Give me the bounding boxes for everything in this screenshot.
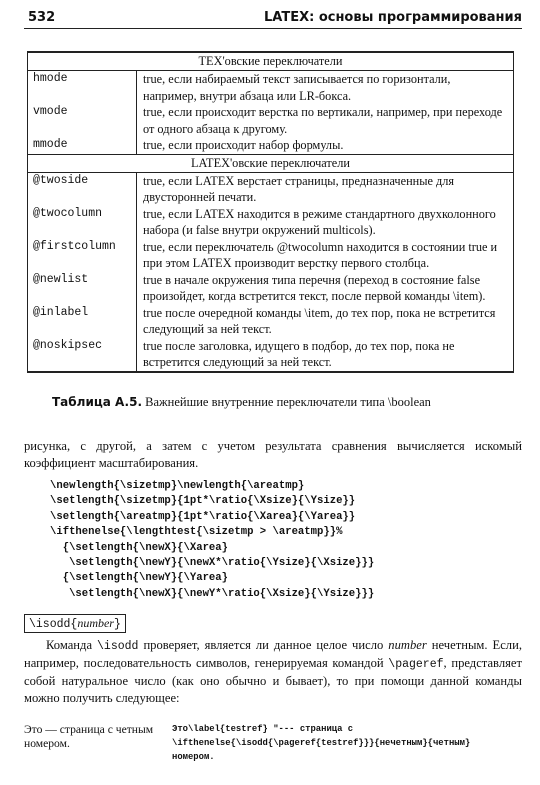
- command-name: \isodd{: [29, 618, 78, 631]
- switch-name: @twocolumn: [28, 206, 137, 239]
- switches-table: [27, 51, 514, 373]
- running-title: LATEX: основы программирования: [263, 10, 522, 25]
- switch-desc: true, если происходит верстка по вертикали, например, при переходе от одного абзаца к другому.: [137, 104, 514, 137]
- example-source: Это\label{testref} "--- страница с \ifthenelse{\isodd{\pageref{testref}}}{нечетным}{четным} номером.: [172, 724, 471, 762]
- switch-name: @inlabel: [28, 305, 137, 338]
- table-caption: [52, 395, 522, 410]
- table-section-header: LATEX'овские переключатели: [28, 154, 514, 172]
- switch-name: mmode: [28, 137, 137, 154]
- table-row: [28, 137, 514, 154]
- switch-name: @twoside: [28, 172, 137, 206]
- table-row: [28, 104, 514, 137]
- command-box: [24, 614, 126, 633]
- body-paragraph-isodd: Команда \isodd проверяет, является ли данное целое число number нечетным. Если, например, последовательность символов, генерируемая командой \pageref, представляет собой натуральное число (как оно обычно и бывает), то при помощи данной команды можно получить следующее:: [24, 638, 523, 705]
- table-row: [28, 305, 514, 338]
- inline-command: \pageref: [388, 658, 444, 671]
- switch-name: hmode: [28, 71, 137, 105]
- example-output: Это — страница с четным номером.: [24, 723, 154, 750]
- table-section-header: TEX'овские переключатели: [28, 52, 514, 71]
- switch-desc: true, если происходит набор формулы.: [137, 137, 514, 154]
- caption-text: Важнейшие внутренние переключатели типа \boolean: [145, 395, 431, 409]
- inline-argument: number: [388, 638, 427, 652]
- table-row: [28, 272, 514, 305]
- switch-desc: true в начале окружения типа перечня (переход в состояние false произойдет, когда встретится текст, после первой команды \item).: [137, 272, 514, 305]
- table-row: [28, 172, 514, 206]
- table-row: [28, 239, 514, 272]
- page-number: 532: [28, 10, 56, 25]
- switch-name: @noskipsec: [28, 338, 137, 372]
- switch-name: @firstcolumn: [28, 239, 137, 272]
- command-argument: number: [77, 616, 114, 630]
- inline-command: \isodd: [97, 640, 139, 653]
- switch-desc: true, если LATEX верстает страницы, предназначенные для двусторонней печати.: [137, 172, 514, 206]
- switch-name: vmode: [28, 104, 137, 137]
- switch-desc: true, если LATEX находится в режиме стандартного двухколонного набора (и false внутри окружений multicols).: [137, 206, 514, 239]
- table-row: [28, 338, 514, 372]
- switch-desc: true, если переключатель @twocolumn находится в состоянии true и при этом LATEX производит верстку первого столбца.: [137, 239, 514, 272]
- switch-name: @newlist: [28, 272, 137, 305]
- page-header: [24, 10, 522, 29]
- caption-label: Таблица A.5.: [52, 395, 143, 409]
- table-row: [28, 206, 514, 239]
- switch-desc: true после заголовка, идущего в подбор, до тех пор, пока не встретится следующий за ней текст.: [137, 338, 514, 372]
- code-block: \newlength{\sizetmp}\newlength{\areatmp} \setlength{\sizetmp}{1pt*\ratio{\Xsize}{\Ysize}} \setlength{\areatmp}{1pt*\ratio{\Xarea}{\Yarea}} \ifthenelse{\lengthtest{\sizetmp > \areatmp}}% {\setlength{\newX}{\Xarea} \setlength{\newY}{\newX*\ratio{\Ysize}{\Xsize}}} {\setlength{\newY}{\Yarea} \setlength{\newX}{\newY*\ratio{\Xsize}{\Ysize}}}: [50, 480, 375, 600]
- table-row: [28, 71, 514, 105]
- command-close: }: [113, 618, 121, 631]
- body-paragraph: рисунка, с другой, а затем с учетом результата сравнения вычисляется искомый коэффициент масштабирования.: [24, 439, 522, 470]
- switch-desc: true после очередной команды \item, до тех пор, пока не встретится следующий за ней текст.: [137, 305, 514, 338]
- switch-desc: true, если набираемый текст записывается по горизонтали, например, внутри абзаца или LR-бокса.: [137, 71, 514, 105]
